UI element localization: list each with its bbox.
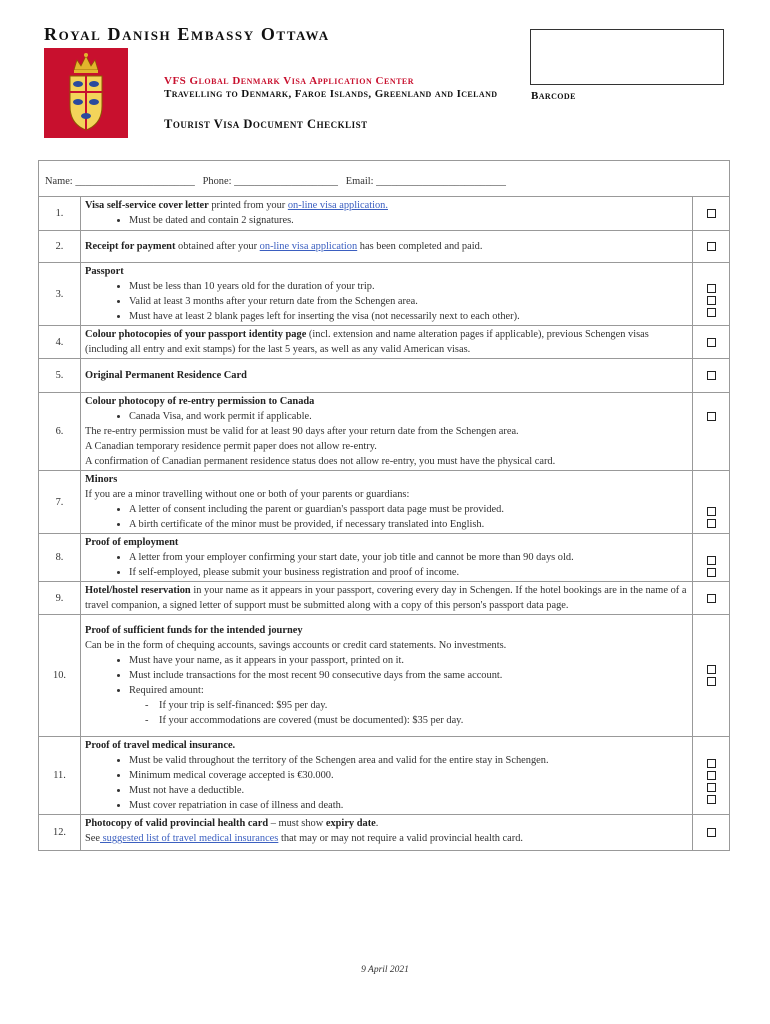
checkbox[interactable] — [707, 308, 716, 317]
checkbox[interactable] — [707, 284, 716, 293]
bullet-item: • A letter from your employer confirming your start date, your job title and cannot be more than 90 days old. — [129, 550, 688, 565]
checkbox[interactable] — [707, 371, 716, 380]
item-text: – must show — [268, 818, 326, 829]
bullet-item: • Must be less than 10 years old for the duration of your trip. — [129, 279, 688, 294]
coat-of-arms-logo — [44, 48, 128, 138]
travel-insurance-list-link[interactable]: suggested list of travel medical insurances — [100, 833, 279, 844]
vfs-center-heading: VFS Global Denmark Visa Application Center — [164, 75, 415, 87]
item-title: Proof of sufficient funds for the intended journey — [85, 625, 303, 636]
checkbox[interactable] — [707, 209, 716, 218]
item-text: obtained after your — [175, 241, 260, 252]
item-text: in your name as it appears in your passport, covering every day in Schengen. If the hotel bookings are in the name of a travel companion, a signed letter of support must be submitted along with a copy of this person's passport data page. — [85, 585, 687, 611]
email-field[interactable]: _________________________ — [376, 176, 506, 187]
row-number: 5. — [39, 359, 81, 393]
item-text: that may or may not require a valid provincial health card. — [278, 833, 524, 844]
table-row — [39, 359, 730, 393]
item-title: Original Permanent Residence Card — [85, 370, 247, 381]
table-row — [39, 326, 730, 359]
table-row — [39, 615, 730, 737]
row-number: 6. — [39, 393, 81, 471]
bullet-item: • Must not have a deductible. — [129, 783, 688, 798]
checkbox[interactable] — [707, 507, 716, 516]
row-number: 4. — [39, 326, 81, 359]
item-title: Visa self-service cover letter — [85, 200, 209, 211]
row-number: 1. — [39, 197, 81, 231]
sub-bullet-item: - If your trip is self-financed: $95 per day. — [163, 698, 688, 713]
item-line: The re-entry permission must be valid for at least 90 days after your return date from the Schengen area. — [85, 426, 519, 437]
checkbox[interactable] — [707, 828, 716, 837]
footer-date: 9 April 2021 — [361, 965, 409, 975]
item-title: Hotel/hostel reservation — [85, 585, 191, 596]
item-text: See — [85, 833, 101, 844]
table-row — [39, 197, 730, 231]
checkbox[interactable] — [707, 759, 716, 768]
table-row — [39, 534, 730, 582]
bullet-item: • Required amount: — [129, 683, 688, 698]
item-text: has been completed and paid. — [357, 241, 483, 252]
row-number: 10. — [39, 615, 81, 737]
checkbox[interactable] — [707, 242, 716, 251]
bullet-item: • A letter of consent including the parent or guardian's passport data page must be provided. — [129, 502, 688, 517]
item-title: Receipt for payment — [85, 241, 176, 252]
barcode-label: Barcode — [531, 90, 576, 102]
row-number: 3. — [39, 263, 81, 326]
row-number: 7. — [39, 471, 81, 534]
bullet-item: • Minimum medical coverage accepted is €30.000. — [129, 768, 688, 783]
row-number: 8. — [39, 534, 81, 582]
table-row — [39, 231, 730, 263]
checkbox[interactable] — [707, 519, 716, 528]
sub-bullet-item: - If your accommodations are covered (must be documented): $35 per day. — [163, 713, 688, 728]
checklist-title: Tourist Visa Document Checklist — [164, 117, 368, 131]
row-number: 9. — [39, 582, 81, 615]
page-title: Royal Danish Embassy Ottawa — [44, 24, 330, 44]
item-title: Colour photocopies of your passport identity page — [85, 329, 307, 340]
checkbox[interactable] — [707, 594, 716, 603]
checklist-table — [38, 160, 730, 851]
item-title: Passport — [85, 266, 124, 277]
destinations-heading: Travelling to Denmark, Faroe Islands, Greenland and Iceland — [164, 88, 498, 100]
table-row — [39, 582, 730, 615]
item-text: (incl. extension and name alteration pages if applicable), previous Schengen visas (including all entry and exit stamps) for the last 5 years, as well as any valid American visas. — [85, 329, 649, 355]
name-field[interactable]: _______________________ — [75, 176, 195, 187]
online-visa-application-link[interactable]: on-line visa application — [259, 241, 358, 252]
bullet-item: • Must be valid throughout the territory of the Schengen area and valid for the entire stay in Schengen. — [129, 753, 688, 768]
table-row — [39, 815, 730, 851]
barcode-box — [530, 29, 724, 85]
bullet-item: • Canada Visa, and work permit if applicable. — [129, 409, 688, 424]
table-row — [39, 737, 730, 815]
checkbox[interactable] — [707, 556, 716, 565]
applicant-info-row — [39, 161, 730, 197]
checkbox[interactable] — [707, 771, 716, 780]
item-title-emphasis: expiry date — [325, 818, 376, 829]
table-row — [39, 263, 730, 326]
coat-of-arms-icon — [44, 48, 128, 138]
bullet-item: • Must cover repatriation in case of illness and death. — [129, 798, 688, 813]
checkbox[interactable] — [707, 795, 716, 804]
item-title: Proof of travel medical insurance. — [85, 740, 236, 751]
item-intro: Can be in the form of chequing accounts, savings accounts or credit card statements. No investments. — [85, 640, 507, 651]
item-text: . — [375, 818, 379, 829]
item-text: printed from your — [208, 200, 288, 211]
bullet-item: • Must have at least 2 blank pages left for inserting the visa (not necessarily next to each other). — [129, 309, 688, 324]
item-title: Proof of employment — [85, 537, 179, 548]
checkbox[interactable] — [707, 338, 716, 347]
row-number: 11. — [39, 737, 81, 815]
item-title: Minors — [85, 474, 118, 485]
bullet-item: • Valid at least 3 months after your return date from the Schengen area. — [129, 294, 688, 309]
item-line: A Canadian temporary residence permit paper does not allow re-entry. — [85, 441, 377, 452]
bullet-item: • Must include transactions for the most recent 90 consecutive days from the same account. — [129, 668, 688, 683]
item-title: Photocopy of valid provincial health card — [85, 818, 269, 829]
checkbox[interactable] — [707, 665, 716, 674]
bullet-item: • Must have your name, as it appears in your passport, printed on it. — [129, 653, 688, 668]
item-title: Colour photocopy of re-entry permission to Canada — [85, 396, 315, 407]
item-intro: If you are a minor travelling without one or both of your parents or guardians: — [85, 489, 410, 500]
bullet-item: • If self-employed, please submit your business registration and proof of income. — [129, 565, 688, 580]
email-label: Email: — [345, 176, 374, 187]
checkbox[interactable] — [707, 568, 716, 577]
table-row — [39, 393, 730, 471]
item-line: A confirmation of Canadian permanent residence status does not allow re-entry, you must have the physical card. — [85, 456, 556, 467]
row-number: 2. — [39, 231, 81, 263]
bullet-item: • Must be dated and contain 2 signatures. — [129, 213, 688, 228]
table-row — [39, 471, 730, 534]
name-label: Name: — [45, 176, 73, 187]
checkbox[interactable] — [707, 783, 716, 792]
online-visa-application-link[interactable]: on-line visa application. — [287, 200, 388, 211]
checkbox[interactable] — [707, 677, 716, 686]
phone-field[interactable]: ____________________ — [234, 176, 338, 187]
checkbox[interactable] — [707, 296, 716, 305]
phone-label: Phone: — [202, 176, 232, 187]
checkbox[interactable] — [707, 412, 716, 421]
bullet-item: • A birth certificate of the minor must be provided, if necessary translated into English. — [129, 517, 688, 532]
row-number: 12. — [39, 815, 81, 851]
